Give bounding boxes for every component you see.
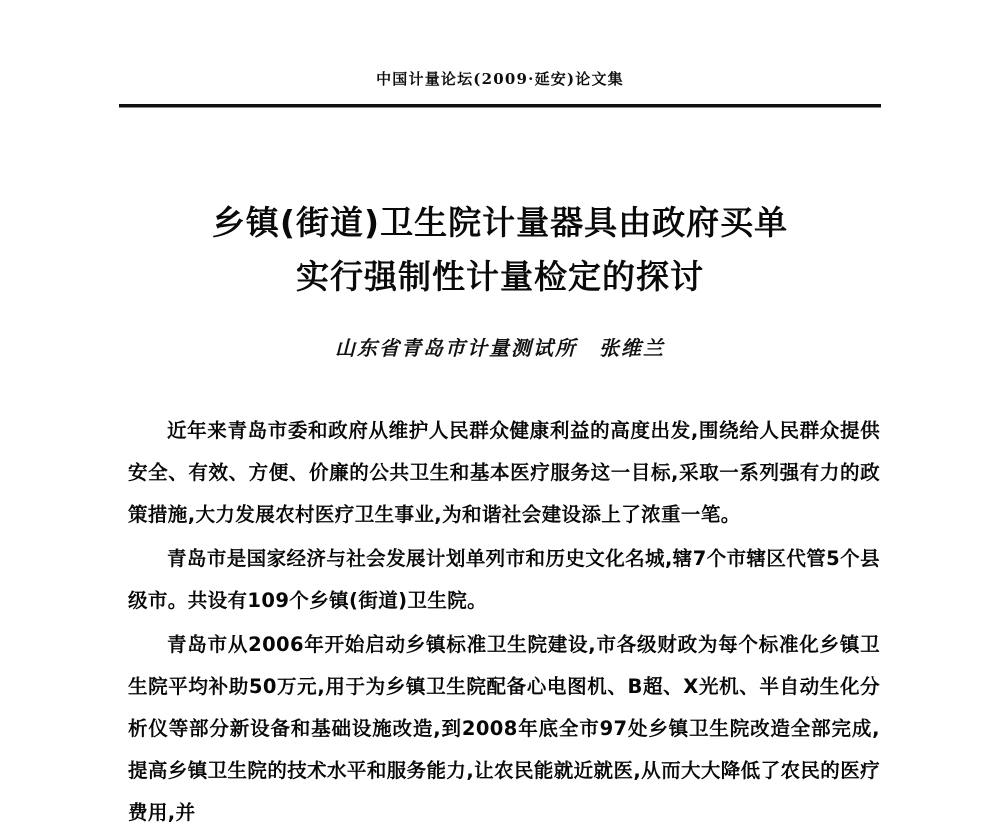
author-affiliation: 山东省青岛市计量测试所 (335, 336, 577, 360)
page-title (0, 196, 1000, 304)
body-text (128, 410, 880, 836)
title-line-2: 实行强制性计量检定的探讨 (296, 257, 704, 296)
byline (0, 332, 1000, 361)
header-rule (119, 104, 881, 107)
author-name: 张维兰 (599, 336, 665, 360)
paragraph-2: 青岛市是国家经济与社会发展计划单列市和历史文化名城,辖7个市辖区代管5个县级市。共设有109个乡镇(街道)卫生院。 (128, 547, 880, 612)
running-head: 中国计量论坛(2009·延安)论文集 (376, 70, 624, 88)
paragraph-3: 青岛市从2006年开始启动乡镇标准卫生院建设,市各级财政为每个标准化乡镇卫生院平均补助50万元,用于为乡镇卫生院配备心电图机、B超、X光机、半自动生化分析仪等部分新设备和基础设施改造,到2008年底全市97处乡镇卫生院改造全部完成,提高乡镇卫生院的技术水平和服务能力,让农民能就近就医,从而大大降低了农民的医疗费用,并 (128, 633, 880, 824)
paragraph-1: 近年来青岛市委和政府从维护人民群众健康利益的高度出发,围绕给人民群众提供安全、有效、方便、价廉的公共卫生和基本医疗服务这一目标,采取一系列强有力的政策措施,大力发展农村医疗卫生事业,为和谐社会建设添上了浓重一笔。 (128, 419, 880, 526)
title-line-1: 乡镇(街道)卫生院计量器具由政府买单 (211, 203, 789, 242)
